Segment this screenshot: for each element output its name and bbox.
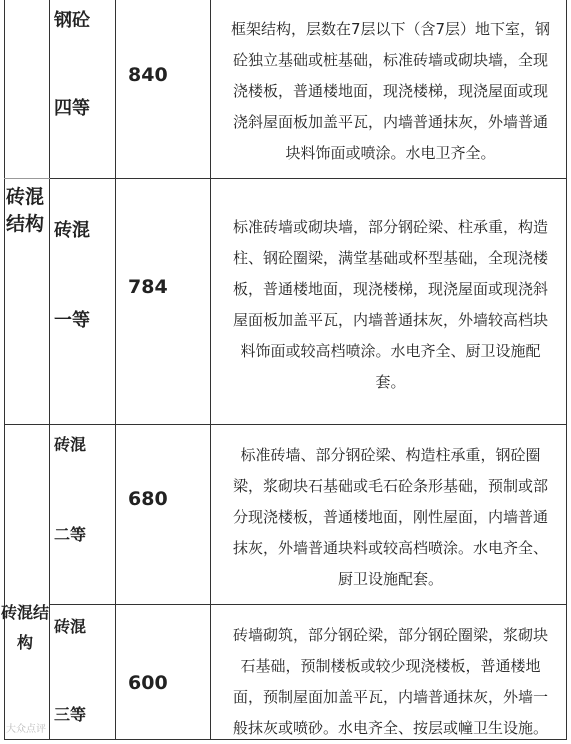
description-line: 般抹灰或喷砂。水电齐全、按层或幢卫生设施。 [232,719,548,737]
grade-label: 四等 [54,98,90,119]
grade-label: 二等 [54,525,87,544]
description-line: 浇楼板，普通楼地面，现浇楼梯，现浇屋面或现 [232,82,548,100]
price-value: 600 [128,672,168,694]
description-line: 石基础，预制楼板或较少现浇楼板，普通楼地 [240,657,541,675]
table-border [49,178,567,179]
description-cell [218,14,563,169]
table-border [4,424,567,425]
description-line: 厨卫设施配套。 [337,570,443,588]
grade-label: 一等 [54,310,90,331]
description-cell [218,212,563,398]
grade-label: 三等 [54,705,87,724]
grade-label: 钢砼 [54,10,90,31]
price-value: 840 [128,64,168,86]
category-label: 砖混结构 [0,603,49,652]
description-line: 抹灰，外墙普通块料或较高档喷涂。水电齐全、 [232,539,548,557]
grade-label: 砖混 [54,220,90,241]
description-line: 框架结构，层数在7层以下（含7层）地下室，钢 [230,20,551,38]
description-line: 料饰面或较高档喷涂。水电齐全、厨卫设施配 [240,342,541,360]
table-border [4,178,50,179]
description-line: 板，普通楼地面，现浇楼梯，现浇屋面或现浇斜 [232,280,548,298]
description-cell [218,440,563,595]
description-line: 面，预制屋面加盖平瓦，内墙普通抹灰，外墙一 [232,688,548,706]
price-value: 784 [128,276,168,298]
category-label: 砖混结构 [5,186,44,235]
watermark: 大众点评 [6,724,46,735]
table-border [49,604,567,605]
table-border [115,0,116,740]
description-line: 分现浇楼板，普通楼地面，刚性屋面，内墙普通 [232,508,548,526]
price-value: 680 [128,488,168,510]
table-border [210,0,211,740]
table-border [566,0,567,740]
description-cell [218,620,563,744]
description-line: 梁，浆砌块石基础或毛石砼条形基础，预制或部 [232,477,548,495]
grade-label: 砖混 [54,435,87,454]
description-line: 标准砖墙或砌块墙，部分钢砼梁、柱承重，构造 [232,218,548,236]
description-line: 柱、钢砼圈梁，满堂基础或杯型基础，全现浇楼 [232,249,548,267]
description-line: 砖墙砌筑，部分钢砼梁，部分钢砼圈梁，浆砌块 [232,626,548,644]
description-line: 套。 [375,373,406,391]
description-line: 浇斜屋面板加盖平瓦，内墙普通抹灰，外墙普通 [232,113,548,131]
description-line: 砼独立基础或桩基础，标准砖墙或砌块墙，全现 [232,51,548,69]
description-line: 标准砖墙、部分钢砼梁、构造柱承重，钢砼圈 [240,446,541,464]
description-line: 屋面板加盖平瓦，内墙普通抹灰，外墙较高档块 [232,311,548,329]
grade-label: 砖混 [54,617,87,636]
description-line: 块料饰面或喷涂。水电卫齐全。 [285,144,496,162]
